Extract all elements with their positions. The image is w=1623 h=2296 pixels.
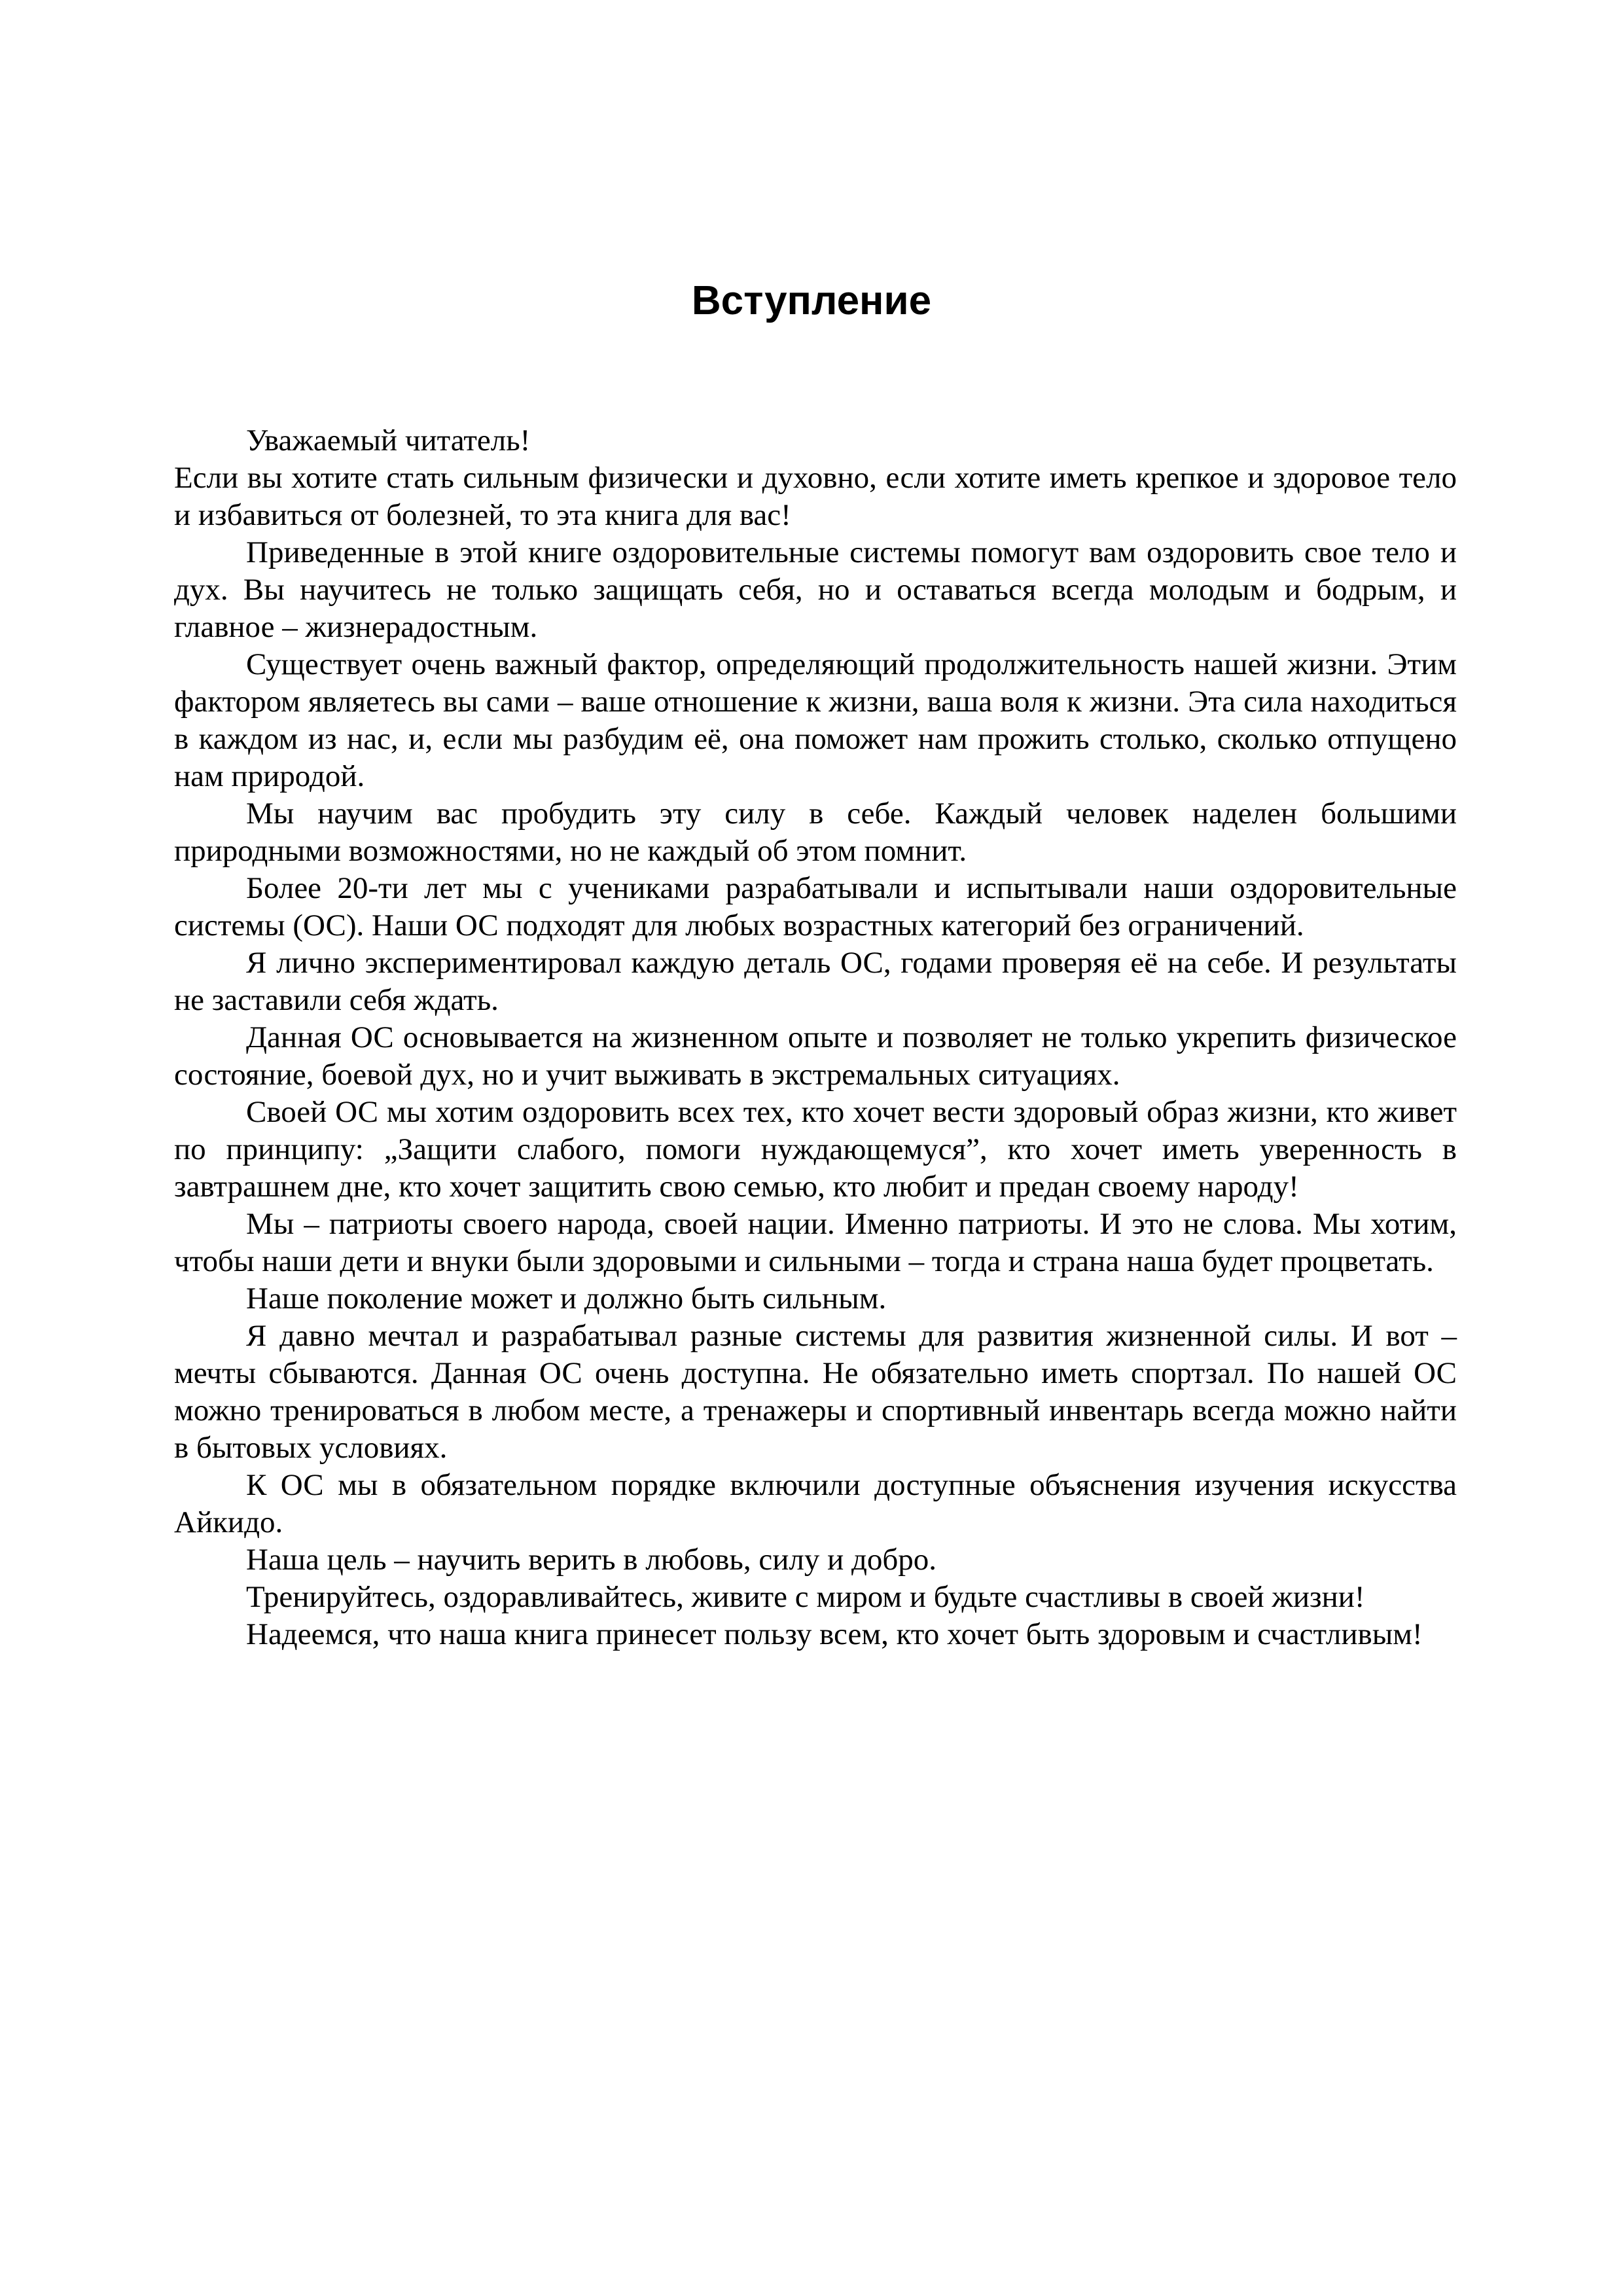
paragraph: Данная ОС основывается на жизненном опыте и позволяет не только укрепить физическое состояние, боевой дух, но и учит выживать в экстремальных ситуациях.	[174, 1020, 1457, 1092]
paragraph: Своей ОС мы хотим оздоровить всех тех, кто хочет вести здоровый образ жизни, кто живет по принципу: „Защити слабого, помоги нуждающемуся”, кто хочет иметь уверенность в завтрашнем дне, кто хочет защитить свою семью, кто любит и предан своему народу!	[174, 1095, 1457, 1204]
paragraph-greeting: Уважаемый читатель!	[246, 423, 531, 457]
document-body	[174, 422, 1457, 1653]
paragraph: Надеемся, что наша книга принесет пользу всем, кто хочет быть здоровым и счастливым!	[246, 1617, 1423, 1651]
paragraph: Наша цель – научить верить в любовь, силу и добро.	[246, 1543, 937, 1577]
paragraph: Более 20-ти лет мы с учениками разрабатывали и испытывали наши оздоровительные системы (ОС). Наши ОС подходят для любых возрастных категорий без ограничений.	[174, 871, 1457, 942]
paragraph: Мы – патриоты своего народа, своей нации. Именно патриоты. И это не слова. Мы хотим, чтобы наши дети и внуки были здоровыми и сильными – тогда и страна наша будет процветать.	[174, 1207, 1457, 1278]
paragraph: Я лично экспериментировал каждую деталь ОС, годами проверяя её на себе. И результаты не заставили себя ждать.	[174, 946, 1457, 1017]
page-title: Вступление	[691, 278, 932, 323]
paragraph: К ОС мы в обязательном порядке включили доступные объяснения изучения искусства Айкидо.	[174, 1468, 1457, 1539]
paragraph: Я давно мечтал и разрабатывал разные системы для развития жизненной силы. И вот – мечты сбываются. Данная ОС очень доступна. Не обязательно иметь спортзал. По нашей ОС можно тренироваться в любом месте, а тренажеры и спортивный инвентарь всегда можно найти в бытовых условиях.	[174, 1319, 1457, 1465]
paragraph: Если вы хотите стать сильным физически и духовно, если хотите иметь крепкое и здоровое тело и избавиться от болезней, то эта книга для вас!	[174, 461, 1457, 532]
paragraph: Существует очень важный фактор, определяющий продолжительность нашей жизни. Этим фактором являетесь вы сами – ваше отношение к жизни, ваша воля к жизни. Эта сила находиться в каждом из нас, и, если мы разбудим её, она поможет нам прожить столько, сколько отпущено нам природой.	[174, 647, 1457, 793]
paragraph: Приведенные в этой книге оздоровительные системы помогут вам оздоровить свое тело и дух. Вы научитесь не только защищать себя, но и оставаться всегда молодым и бодрым, и главное – жизнерадостным.	[174, 535, 1457, 644]
paragraph: Мы научим вас пробудить эту силу в себе. Каждый человек наделен большими природными возможностями, но не каждый об этом помнит.	[174, 797, 1457, 868]
paragraph: Наше поколение может и должно быть сильным.	[246, 1282, 887, 1316]
paragraph: Тренируйтесь, оздоравливайтесь, живите с миром и будьте счастливы в своей жизни!	[246, 1580, 1365, 1614]
